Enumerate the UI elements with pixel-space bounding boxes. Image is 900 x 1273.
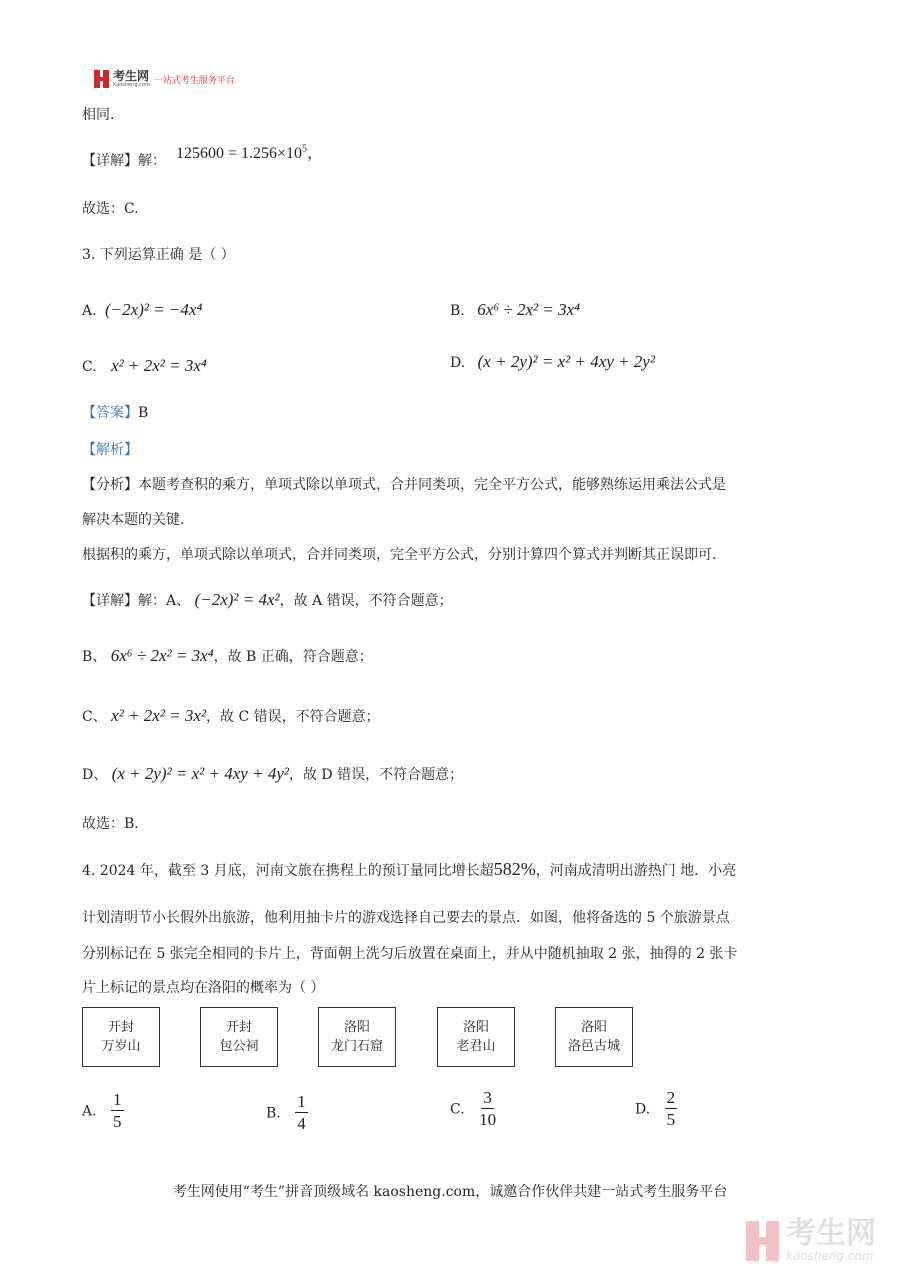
detail-tag: 【详解】 [82, 593, 138, 609]
q3-basis: 根据积的乘方，单项式除以单项式，合并同类项，完全平方公式，分别计算四个算式并判断其正误即可. [82, 547, 717, 563]
option-math: (x + 2y)² = x² + 4xy + 2y² [477, 352, 655, 371]
option-label: A. [82, 303, 97, 319]
logo-name: 考生网 [113, 69, 150, 83]
site-logo [94, 70, 235, 88]
fraction: $\frac{1}{5}$ [113, 1090, 122, 1131]
q3-detail-d: D、 (x + 2y)² = x² + 4xy + 4y²，故 D 错误，不符合题意； [82, 764, 464, 783]
answer-value: B [138, 405, 149, 421]
option-label: D. [450, 355, 466, 371]
watermark-mark-icon [746, 1221, 780, 1261]
page-footer: 考生网使用“考生”拼音顶级域名 kaosheng.com，诚邀合作伙伴共建一站式考生服务平台 [172, 1184, 728, 1200]
detail-tag: 【详解】 [82, 153, 138, 169]
q3-fenxi-line1: 【分析】本题考查积的乘方，单项式除以单项式，合并同类项，完全平方公式，能够熟练运用乘法公式是 [82, 477, 726, 493]
q4-option-a: A. $\frac{1}{5}$ [82, 1090, 122, 1131]
detail-math: 6x⁶ ÷ 2x² = 3x⁴ [110, 646, 214, 665]
prev-detail-math: $125600 = 1.256\times 10^5$， [176, 143, 324, 162]
attraction-card: 开封 万岁山 [82, 1007, 160, 1067]
q4-line1: 4. 2024 年，截至 3 月底，河南文旅在携程上的预订量同比增长超582%，河南成清明出游热门 地．小亮 [82, 859, 737, 879]
detail-math: x² + 2x² = 3x² [111, 706, 207, 725]
fenxi-tag: 【分析】 [82, 477, 138, 493]
attraction-card: 开封 包公祠 [200, 1007, 278, 1067]
attraction-card: 洛阳 老君山 [437, 1007, 515, 1067]
prev-detail [82, 150, 166, 170]
q3-option-d [450, 352, 655, 372]
q4-line2: 计划清明节小长假外出旅游，他利用抽卡片的游戏选择自己要去的景点．如图，他将备选的 5 个旅游景点 [82, 910, 730, 926]
option-math: (−2x)² = −4x⁴ [105, 300, 203, 319]
watermark-domain: kaosheng.com [786, 1249, 874, 1263]
q3-option-a [82, 300, 202, 320]
attraction-card: 洛阳 洛邑古城 [555, 1007, 633, 1067]
option-label: B. [450, 303, 465, 319]
detail-math: (−2x)² = 4x² [194, 590, 280, 609]
q3-choose: 故选：B. [82, 816, 139, 832]
pct-value: 582% [493, 859, 536, 879]
q3-option-c [82, 356, 207, 376]
analysis-tag: 【解析】 [82, 442, 138, 458]
watermark-name: 考生网 [786, 1216, 876, 1251]
q4-line4: 片上标记的景点均在洛阳的概率为（ ） [82, 980, 325, 996]
prev-tail: 相同. [82, 107, 115, 123]
detail-math: (x + 2y)² = x² + 4xy + 4y² [111, 764, 289, 783]
detail-prefix: 解： [138, 153, 166, 169]
fraction: $\frac{2}{5}$ [666, 1088, 676, 1129]
logo-slogan: 一站式考生服务平台 [153, 75, 235, 86]
q3-detail-c: C、 x² + 2x² = 3x²，故 C 错误，不符合题意； [82, 706, 380, 725]
logo-mark-icon [94, 70, 110, 88]
q4-line3: 分别标记在 5 张完全相同的卡片上，背面朝上洗匀后放置在桌面上，并从中随机抽取 2 张，抽得的 2 张卡 [82, 946, 738, 962]
option-math: x² + 2x² = 3x⁴ [111, 356, 207, 375]
answer-tag: 【答案】 [82, 405, 138, 421]
q3-stem: 3. 下列运算正确 是（ ） [82, 247, 235, 263]
q3-option-b [450, 300, 580, 320]
option-math: 6x⁶ ÷ 2x² = 3x⁴ [477, 300, 581, 319]
option-label: C. [82, 359, 97, 375]
prev-choose: 故选：C. [82, 201, 139, 217]
fraction: $\frac{1}{4}$ [297, 1092, 306, 1133]
q3-fenxi-line2: 解决本题的关键. [82, 512, 185, 528]
q4-option-d: D. $\frac{2}{5}$ [635, 1088, 676, 1129]
q4-option-b: B. $\frac{1}{4}$ [266, 1092, 306, 1133]
q3-detail-b: B、 6x⁶ ÷ 2x² = 3x⁴，故 B 正确，符合题意； [82, 646, 373, 665]
logo-domain: Kaosheng.com [113, 82, 150, 88]
attraction-card: 洛阳 龙门石窟 [318, 1007, 396, 1067]
q3-detail-a: 【详解】解：A、 (−2x)² = 4x²，故 A 错误，不符合题意； [82, 590, 453, 609]
q4-option-c: C. $\frac{3}{10}$ [450, 1088, 497, 1129]
q3-answer [82, 402, 148, 422]
watermark-logo [746, 1216, 876, 1263]
fraction: $\frac{3}{10}$ [479, 1088, 497, 1129]
